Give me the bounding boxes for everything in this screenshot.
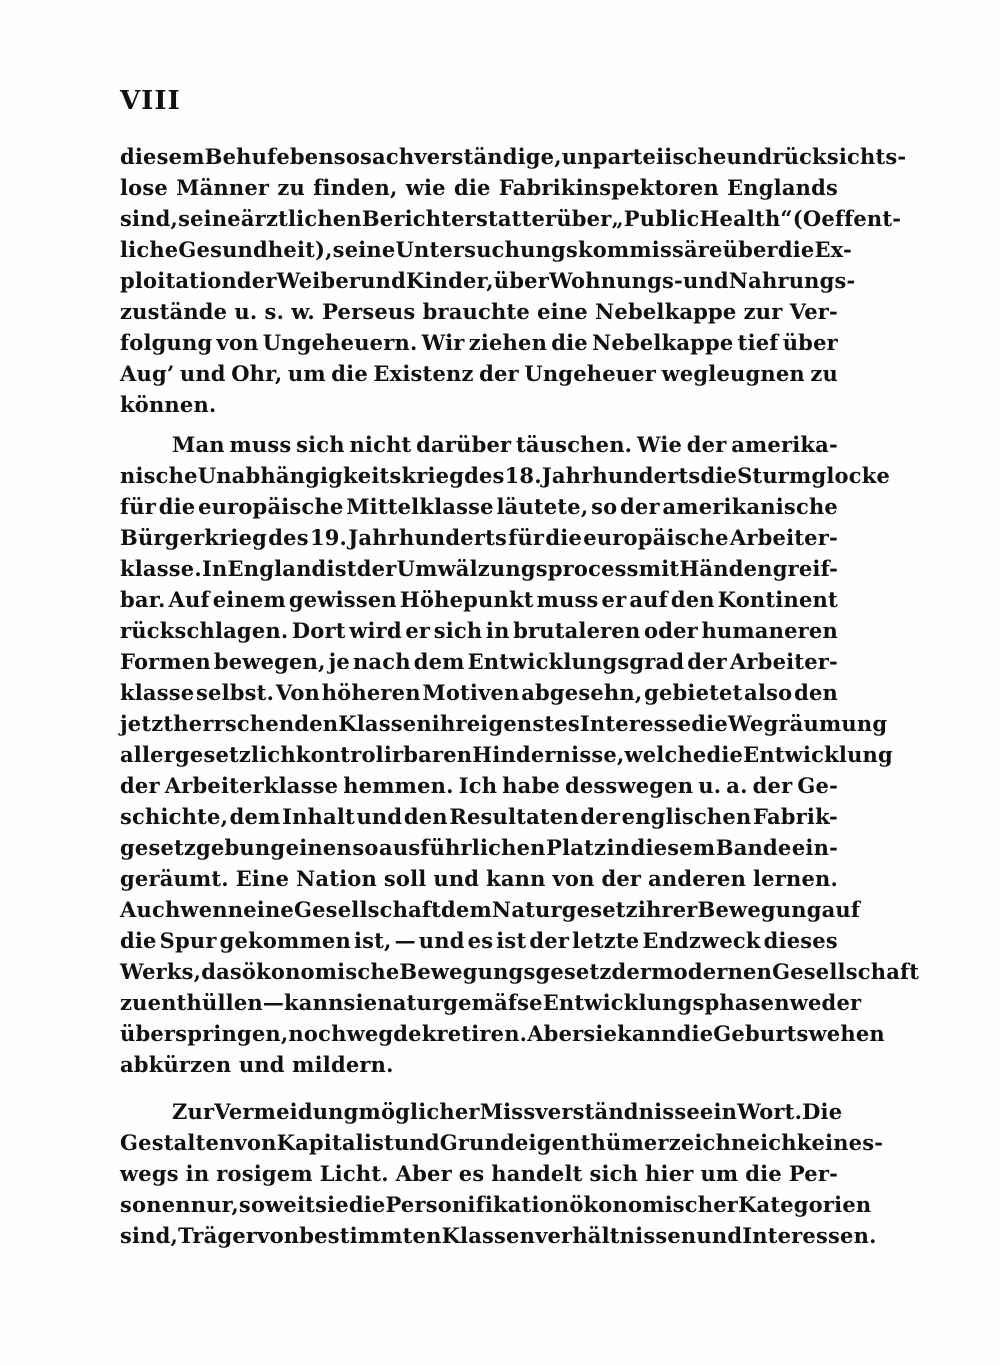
text-line: jetzt herrschenden Klassen ihr eigenstes Interesse die Wegräumung [120,711,888,736]
text-line: sind, Träger von bestimmten Klassenverhältnissen und Interessen. [120,1223,877,1248]
text-line: abkürzen und mildern. [120,1052,394,1077]
text-line: lose Männer zu finden, wie die Fabrikinspektoren Englands [120,175,838,200]
text-line: Formen bewegen, je nach dem Entwicklungsgrad der Arbeiter- [120,649,838,674]
paragraph-3 [120,1096,884,1251]
page-number: VIII [120,86,181,116]
text-line: wegs in rosigem Licht. Aber es handelt sich hier um die Per- [120,1161,838,1186]
text-line: folgung von Ungeheuern. Wir ziehen die Nebelkappe tief über [120,330,838,355]
text-line: geräumt. Eine Nation soll und kann von der anderen lernen. [120,866,838,891]
text-line: der Arbeiterklasse hemmen. Ich habe desswegen u. a. der Ge- [120,773,838,798]
text-line: zu enthüllen — kann sie naturgemäfse Entwicklungsphasen weder [120,990,862,1015]
text-line: Aug’ und Ohr, um die Existenz der Ungeheuer wegleugnen zu [120,361,838,386]
text-line: diesem Behuf ebenso sachverständige, unparteiische und rücksichts- [120,144,907,169]
text-line: aller gesetzlich kontrolirbaren Hindernisse, welche die Entwicklung [120,742,893,767]
text-line: schichte, dem Inhalt und den Resultaten der englischen Fabrik- [120,804,838,829]
text-line: Werks, das ökonomische Bewegungsgesetz der modernen Gesellschaft [120,959,920,984]
text-line: Zur Vermeidung möglicher Missverständnisse ein Wort. Die [172,1099,843,1124]
paragraph-2 [120,429,920,1080]
text-line: Auch wenn eine Gesellschaft dem Naturgesetz ihrer Bewegung auf [120,897,861,922]
text-line: Man muss sich nicht darüber täuschen. Wie der amerika- [172,432,838,457]
text-line: ploitation der Weiber und Kinder, über Wohnungs- und Nahrungs- [120,268,856,293]
text-line: bar. Auf einem gewissen Höhepunkt muss er auf den Kontinent [120,587,838,612]
text-line: klasse selbst. Von höheren Motiven abgesehn, gebietet also den [120,680,838,705]
text-line: klasse. In England ist der Umwälzungsprocess mit Händen greif- [120,556,838,581]
text-line: gesetzgebung einen so ausführlichen Platz in diesem Bande ein- [120,835,838,860]
text-line: Bürgerkrieg des 19. Jahrhunderts für die europäische Arbeiter- [120,525,838,550]
text-line: liche Gesundheit), seine Untersuchungskommissäre über die Ex- [120,237,852,262]
paragraph-1 [120,141,907,420]
text-line: überspringen, noch wegdekretiren. Aber sie kann die Geburtswehen [120,1021,885,1046]
text-line: können. [120,392,217,417]
text-line: Gestalten von Kapitalist und Grundeigenthümer zeichne ich keines- [120,1130,884,1155]
text-line: die Spur gekommen ist, — und es ist der letzte Endzweck dieses [120,928,838,953]
text-line: rückschlagen. Dort wird er sich in brutaleren oder humaneren [120,618,838,643]
text-line: sind, seine ärztlichen Berichterstatter über „Public Health“ (Oeffent- [120,206,902,231]
text-line: für die europäische Mittelklasse läutete, so der amerikanische [120,494,838,519]
text-line: sonen nur, soweit sie die Personifikation ökonomischer Kategorien [120,1192,872,1217]
text-line: zustände u. s. w. Perseus brauchte eine Nebelkappe zur Ver- [120,299,838,324]
text-line: nische Unabhängigkeitskrieg des 18. Jahrhunderts die Sturmglocke [120,463,891,488]
